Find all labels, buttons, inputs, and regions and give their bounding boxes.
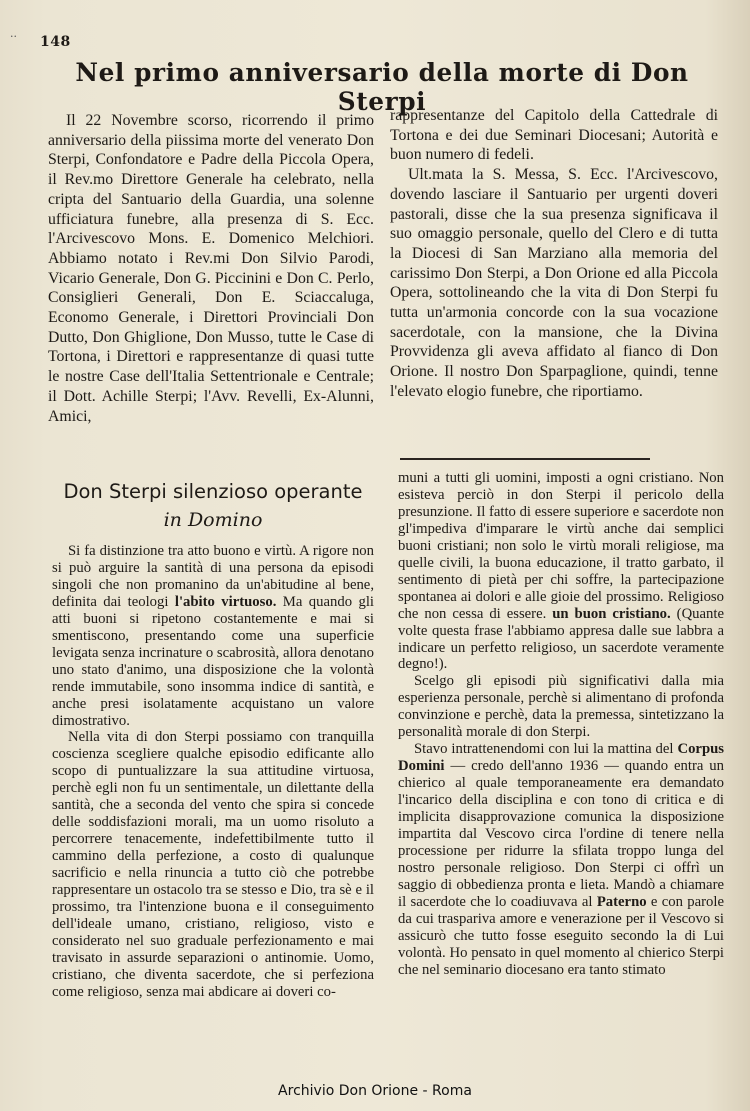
section-subtitle: in Domino xyxy=(163,509,263,531)
section-title: Don Sterpi silenzioso operante xyxy=(63,480,363,503)
page-number: 148 xyxy=(40,34,71,50)
article2-column-right xyxy=(398,470,724,979)
bold-run: l'abito virtuoso. xyxy=(174,593,277,610)
article1-column-right xyxy=(390,106,718,402)
text-run: Scelgo gli episodi più significativi dalla mia esperienza personale, perchè si alimentano di profonda convinzione e perchè, data la premessa, sintetizzano la personalità morale di don Sterpi. xyxy=(398,673,724,741)
text-run: e con parole da cui traspariva amore e venerazione per il Vescovo si assicurò che tutto fosse eseguito secondo la di Lui volontà. Ho pensato in quel momento al chierico Sterpi che nel seminario diocesano era tanto stimato xyxy=(398,893,724,978)
article2-paragraph xyxy=(398,741,724,978)
article1-column-left xyxy=(48,111,374,426)
text-run: muni a tutti gli uomini, imposti a ogni cristiano. Non esisteva perciò in don Sterpi il pericolo della presunzione. Il fatto di essere superiore e sacerdote non gl'impediva d'imparare le virtù anche dai semplici buoni cristiani; non solo le virtù morali religiose, ma quelle civili, la buona educazione, il tratto garbato, il sentimento di pietà per chi soffre, la partecipazione spontanea ai dolori e alle gioie del prossimo. Religioso che non cessa di essere. xyxy=(398,470,724,622)
text-run: Ma quando gli atti buoni si ripetono costantemente e mai si smentiscono, presentando come una superficie levigata senza incrinature o scabrosità, allora denotano uno stato d'animo, una disposizione che la volontà rende immutabile, sono insomma indice di santità, e anche presi isolatamente acquistano un valore dimostrativo. xyxy=(52,593,374,729)
article1-paragraph: rappresentanze del Capitolo della Cattedrale di Tortona e dei due Seminari Diocesani; Autorità e buon numero di fedeli. xyxy=(390,107,718,164)
article1-paragraph: Il 22 Novembre scorso, ricorrendo il primo anniversario della piissima morte del venerato Don Sterpi, Confondatore e Padre della Piccola Opera, il Rev.mo Direttore Generale ha celebrato, nella cripta del Santuario della Guardia, una solenne ufficiatura funebre, alla presenza di S. Ecc. l'Arcivescovo Mons. E. Domenico Melchiori. Abbiamo notato i Rev.mi Don Silvio Parodi, Vicario Generale, Don G. Piccinini e Don C. Perlo, Consiglieri Generali, Don E. Sciaccaluga, Economo Generale, i Direttori Provinciali Don Dutto, Don Ghiglione, Don Musso, tutte le Case di Tortona, i Direttori e rappresentanze di quasi tutte le nostre Case dell'Italia Settentrionale e Centrale; il Dott. Achille Sterpi; l'Avv. Revelli, Ex-Alunni, Amici, xyxy=(48,112,374,425)
article2-paragraph xyxy=(398,673,724,741)
article1-paragraph: Ult.mata la S. Messa, S. Ecc. l'Arcivescovo, dovendo lasciare il Santuario per urgenti doveri pastorali, disse che la sua presenza significava il suo omaggio personale, quello del Clero e di tutta la Diocesi di San Marziano alla memoria del carissimo Don Sterpi, a Don Orione ed alla Piccola Opera, sottolineando che la vita di Don Sterpi fu tutta un'armonia concorde con la sua vocazione sacerdotale, con la mansione, che la Divina Provvidenza gli aveva affidato al fianco di Don Orione. Il nostro Don Sparpaglione, quindi, tenne l'elevato elogio funebre, che riportiamo. xyxy=(390,166,718,400)
bold-run: Paterno xyxy=(596,893,647,910)
article-title: Nel primo anniversario della morte di Don Sterpi xyxy=(75,58,689,116)
bold-run: un buon cristiano. xyxy=(552,605,671,622)
bold-run: Corpus Domini xyxy=(398,741,724,775)
archive-footer: Archivio Don Orione - Roma xyxy=(278,1083,472,1099)
text-run: Si fa distinzione tra atto buono e virtù. A rigore non si può arguire la santità di una persona da episodi singoli che non promanino da un'abitudine al bene, definita dai teologi xyxy=(52,543,374,610)
article2-paragraph xyxy=(52,543,374,729)
corner-mark: ·· xyxy=(10,30,17,43)
section-divider xyxy=(400,458,650,460)
article2-paragraph xyxy=(52,729,374,1000)
text-run: Stavo intrattenendomi con lui la mattina del xyxy=(414,741,678,758)
text-run: — credo dell'anno 1936 — quando entra un chierico al quale temporaneamente era demandato l'incarico della disciplina e con tono di critica e di implicita disapprovazione comunica la disposizione impartita dal Vescovo circa l'ordine di tenere nella processione per ridurre la sfilata troppo lunga del nostro personale religioso. Don Sterpi ci offrì un saggio di obbedienza pronta e lieta. Mandò a chiamare il sacerdote che lo coadiuvava al xyxy=(398,758,724,910)
article2-column-left xyxy=(52,543,374,1001)
text-run: Nella vita di don Sterpi possiamo con tranquilla coscienza scegliere qualche episodio edificante allo scopo di puntualizzare la sua attitudine virtuosa, perchè egli non fu un sentimentale, un dilettante della santità, che a seconda del vento che spira si concede delle soddisfazioni morali, ma un uomo risoluto a percorrere tenacemente, indefettibilmente tutto il cammino della perfezione, a costo di qualunque sacrificio e nella rinuncia a tutto ciò che potrebbe rappresentare un ostacolo tra se stesso e Dio, tra sè e il prossimo, tra l'intenzione buona e il conseguimento dell'ideale umano, cristiano, religioso, visto e considerato nel suo graduale perfezionamento e mai travisato in assurde separazioni o antinomie. Uomo, cristiano, che diventa sacerdote, che si perfeziona come religioso, senza mai abdicare ai doveri co- xyxy=(52,729,374,1000)
text-run: (Quante volte questa frase l'abbiamo appresa dalle sue labbra a indicare un perfetto religioso, un sacerdote veramente degno!). xyxy=(398,605,724,673)
article2-paragraph xyxy=(398,470,724,673)
